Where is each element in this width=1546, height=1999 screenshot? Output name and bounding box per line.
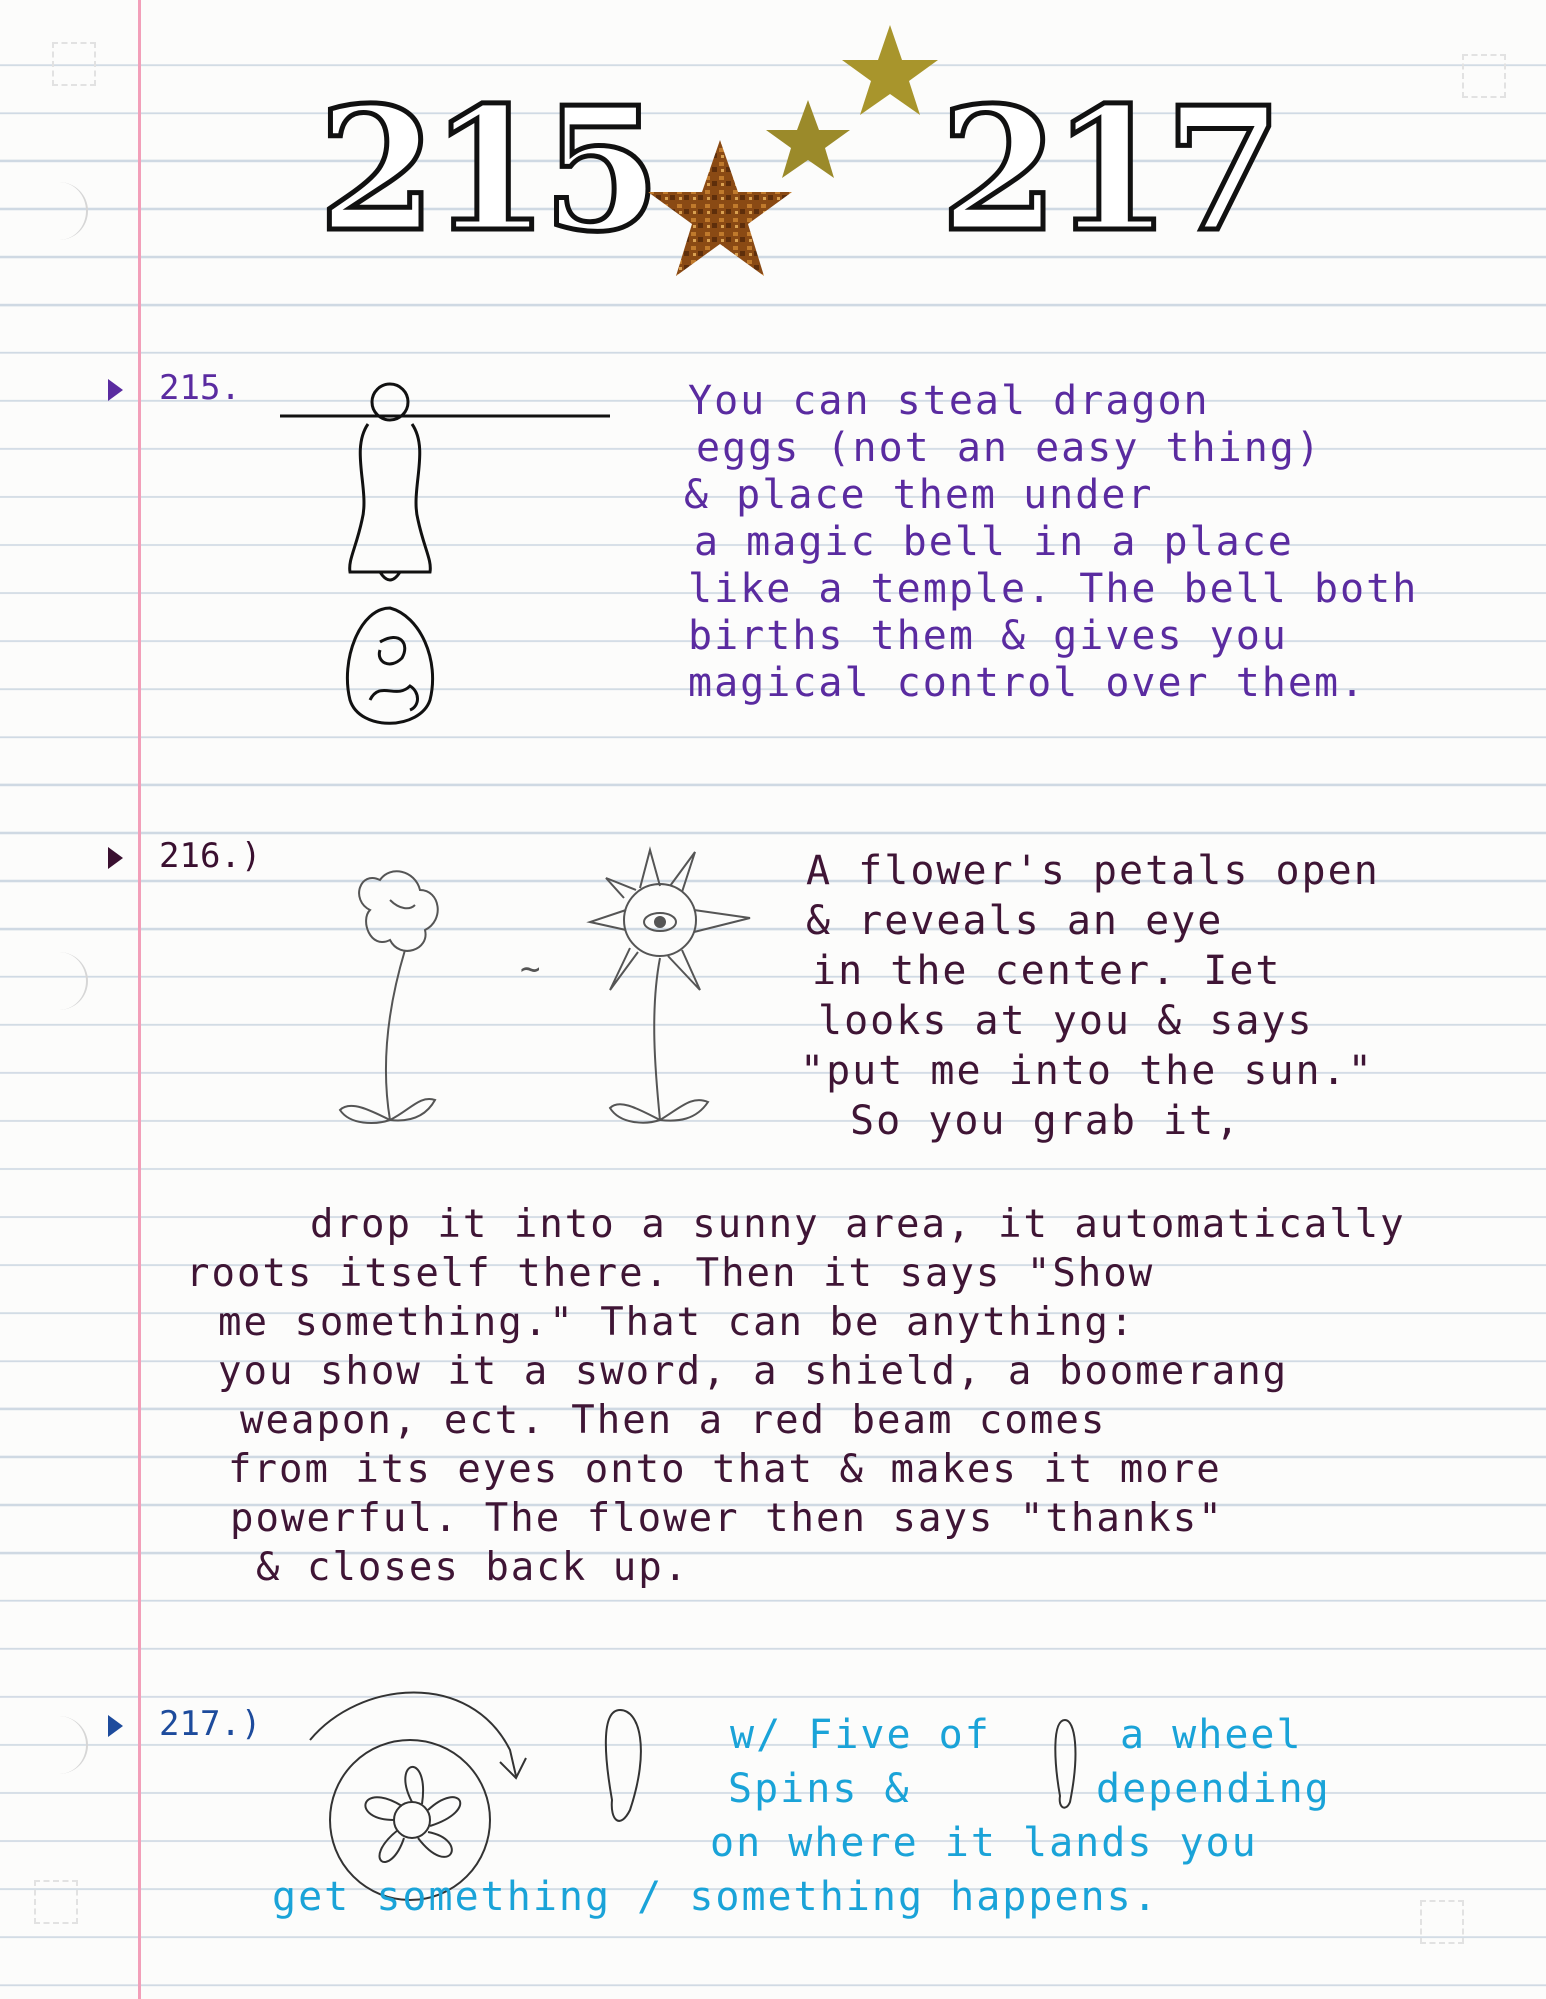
entry-text-216-continued: drop it into a sunny area, it automatically roots itself there. Then it says "Show me something." That can be anything: you show it a sword, a shield, a boomerang weapon, ect. Then a red beam comes from its eyes onto that & makes it more powerful. The flower then says "thanks" & closes back up. (186, 1202, 1406, 1590)
gold-star-sticker (842, 25, 938, 115)
petal-icon (1040, 1712, 1090, 1822)
punch-hole (40, 1716, 88, 1774)
bullet-triangle-icon (108, 1715, 123, 1737)
margin-line (138, 0, 141, 1999)
bullet-triangle-icon (108, 379, 123, 401)
title-number-left: 215 (318, 70, 655, 270)
corner-mark (52, 42, 96, 86)
bell-and-egg-drawing (270, 380, 620, 750)
bullet-triangle-icon (108, 847, 123, 869)
entry-label-217: 217.) (108, 1704, 261, 1744)
corner-mark (34, 1880, 78, 1924)
title-number-right: 217 (940, 70, 1277, 270)
entry-label-215: 215. (108, 368, 241, 408)
gold-star-sticker (766, 100, 850, 178)
entry-text-216: A flower's petals open & reveals an eye in the center. Iet looks at you & says "put me into the sun." So you grab it, (800, 848, 1380, 1144)
flower-drawing (320, 840, 760, 1140)
notebook-page: 215 217 215. You can steal dragon eggs (not an easy thing) & place them under a magic bell in a place like a temple. The bell both births them & gives you magical control over them. 216.) ~ A flower's petals open & reveals an eye in the center. Iet looks at you & says "put me into the sun." So you grab it, drop it into a sunny area, it automatically roots itself there. Then it says "Show me something." That can be anything: you show it a sword, a shield, a boomerang weapon, ect. Then a red beam comes from its eyes onto that & makes it more powerful. The flower then says "thanks" & closes back up. 217.) w/ Five of a wheel Spins & depending on where it lands you get something / something happens. (0, 0, 1546, 1999)
entry-text-215: You can steal dragon eggs (not an easy thing) & place them under a magic bell in a place like a temple. The bell both births them & gives you magical control over them. (684, 378, 1419, 706)
glitter-star-sticker (648, 140, 792, 276)
tilde-symbol: ~ (520, 949, 541, 989)
star-stickers (620, 20, 960, 320)
entry-label-216: 216.) (108, 836, 261, 876)
punch-hole (40, 952, 88, 1010)
corner-mark (1420, 1900, 1464, 1944)
corner-mark (1462, 54, 1506, 98)
punch-hole (40, 182, 88, 240)
